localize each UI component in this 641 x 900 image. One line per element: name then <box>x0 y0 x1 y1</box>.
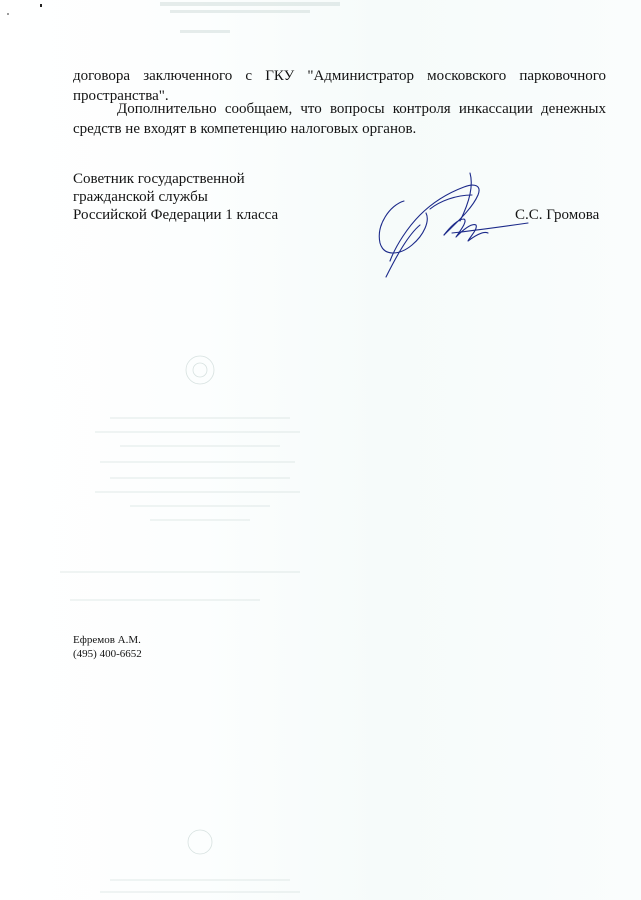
signatory-title <box>73 170 278 224</box>
signatory-name: С.С. Громова <box>515 207 600 223</box>
executor-name: Ефремов А.М. <box>73 634 141 646</box>
signatory-title-line-1: Советник государственной <box>73 171 245 187</box>
handwritten-signature <box>360 165 530 285</box>
executor-block <box>73 633 142 661</box>
executor-phone: (495) 400-6652 <box>73 648 142 660</box>
letter-paragraph-1: договора заключенного с ГКУ "Администратор московского парковочного пространства". <box>73 68 606 104</box>
signatory-title-line-2: гражданской службы <box>73 189 208 205</box>
letter-paragraph-2: Дополнительно сообщаем, что вопросы контроля инкассации денежных средств не входят в компетенцию налоговых органов. <box>73 101 606 137</box>
scan-specks <box>0 0 70 20</box>
signatory-title-line-3: Российской Федерации 1 класса <box>73 207 279 223</box>
